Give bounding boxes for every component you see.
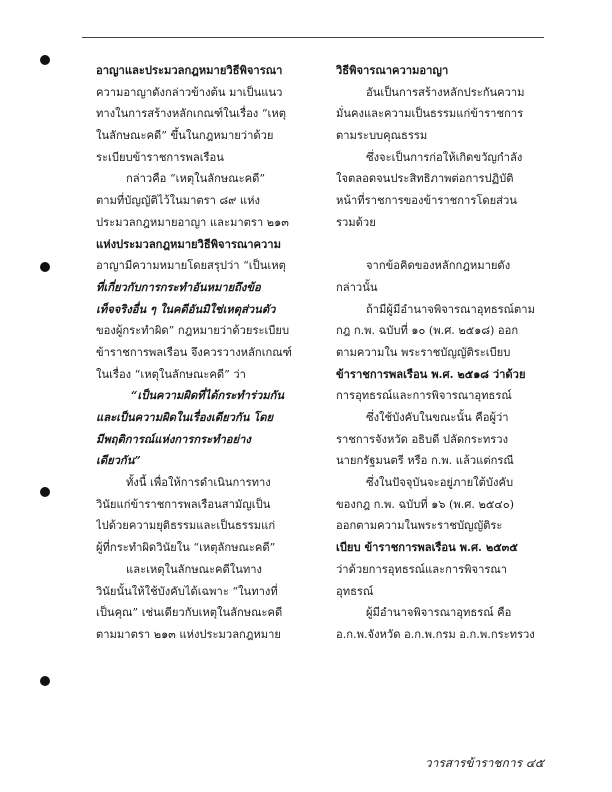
- left-column-line: วินัยนั้นให้ใช้บังคับได้เฉพาะ “ในทางที่: [96, 584, 278, 598]
- left-column-line: และเหตุในลักษณะคดีในทาง: [126, 562, 263, 576]
- right-column-line: การอุทธรณ์และการพิจารณาอุทธรณ์: [336, 389, 512, 403]
- left-column-line: ในลักษณะคดี” ขึ้นในกฎหมายว่าด้วย: [96, 129, 274, 143]
- right-column-line: ใจตลอดจนประสิทธิภาพต่อการปฏิบัติ: [336, 172, 514, 186]
- right-column-line: มั่นคงและความเป็นธรรมแก่ข้าราชการ: [336, 107, 524, 121]
- right-column-line: นายกรัฐมนตรี หรือ ก.พ. แล้วแต่กรณี: [336, 454, 514, 468]
- right-column-line: ราชการจังหวัด อธิบดี ปลัดกระทรวง: [336, 432, 509, 446]
- binder-hole-bottom: [40, 676, 50, 686]
- right-column-line: ผู้มีอำนาจพิจารณาอุทธรณ์ คือ: [366, 606, 512, 620]
- right-column-line: ตามระบบคุณธรรม: [336, 129, 428, 143]
- right-column-line: ซึ่งในปัจจุบันจะอยู่ภายใต้บังคับ: [366, 476, 514, 490]
- left-column-line: ตามที่บัญญัติไว้ในมาตรา ๘๙ แห่ง: [96, 194, 260, 208]
- right-column-line: จากข้อคิดของหลักกฎหมายดัง: [366, 259, 511, 273]
- header-rule: [82, 37, 544, 38]
- right-column-line: หน้าที่ราชการของข้าราชการโดยส่วน: [336, 194, 517, 208]
- left-column-line: อาญาและประมวลกฎหมายวิธีพิจารณา: [96, 63, 283, 77]
- right-column-line: ซึ่งใช้บังคับในขณะนั้น คือผู้ว่า: [366, 411, 509, 424]
- binder-hole-middle: [40, 262, 50, 272]
- page-footer: วารสารข้าราชการ ๔๕: [424, 756, 544, 770]
- left-column-line: ของผู้กระทำผิด” กฎหมายว่าด้วยระเบียบ: [96, 324, 290, 338]
- right-column-line: อุทธรณ์: [336, 584, 374, 598]
- left-column-line: ผู้ที่กระทำผิดวินัยใน “เหตุลักษณะคดี”: [96, 541, 276, 555]
- left-column-line: เป็นคุณ” เช่นเดียวกับเหตุในลักษณะคดี: [96, 606, 283, 620]
- left-column-line: อาญามีความหมายโดยสรุปว่า “เป็นเหตุ: [96, 259, 286, 273]
- left-column-line: ทางในการสร้างหลักเกณฑ์ในเรื่อง “เหตุ: [96, 107, 287, 121]
- right-column-line: อันเป็นการสร้างหลักประกันความ: [366, 85, 525, 99]
- left-column-line: ความอาญาดังกล่าวข้างต้น มาเป็นแนว: [96, 85, 283, 99]
- right-column-line: ข้าราชการพลเรือน พ.ศ. ๒๕๑๘ ว่าด้วย: [336, 366, 526, 381]
- left-column-line: ทั้งนี้ เพื่อให้การดำเนินการทาง: [126, 476, 271, 490]
- right-column-line: ว่าด้วยการอุทธรณ์และการพิจารณา: [336, 562, 508, 576]
- left-column-line: และเป็นความผิดในเรื่องเดียวกัน โดย: [96, 410, 274, 424]
- left-column-line: ตามมาตรา ๒๑๓ แห่งประมวลกฎหมาย: [96, 627, 281, 641]
- right-column-line: ของกฎ ก.พ. ฉบับที่ ๑๖ (พ.ศ. ๒๕๔๐): [336, 497, 515, 511]
- left-column-line: ที่เกี่ยวกับการกระทำอันหมายถึงข้อ: [96, 279, 261, 294]
- binder-hole-lower: [40, 487, 50, 497]
- left-column-line: เท็จจริงอื่น ๆ ในคดีอันมิใช่เหตุส่วนตัว: [96, 301, 276, 316]
- left-column-line: ระเบียบข้าราชการพลเรือน: [96, 150, 224, 164]
- right-column-line: อ.ก.พ.จังหวัด อ.ก.พ.กรม อ.ก.พ.กระทรวง: [336, 627, 535, 641]
- right-column-line: รวมด้วย: [336, 215, 376, 229]
- left-text-column: [96, 60, 296, 646]
- right-column-line: เบียบ ข้าราชการพลเรือน พ.ศ. ๒๕๓๕: [336, 540, 518, 555]
- left-column-line: ประมวลกฎหมายอาญา และมาตรา ๒๑๓: [96, 215, 289, 229]
- right-text-column: [336, 60, 546, 646]
- left-column-line: มีพฤติการณ์แห่งการกระทำอย่าง: [96, 431, 251, 446]
- left-column-line: แห่งประมวลกฎหมายวิธีพิจารณาความ: [96, 236, 281, 251]
- left-column-line: วินัยแก่ข้าราชการพลเรือนสามัญเป็น: [96, 497, 271, 511]
- left-column-line: ข้าราชการพลเรือน จึงควรวางหลักเกณฑ์: [96, 345, 292, 359]
- right-column-line: ซึ่งจะเป็นการก่อให้เกิดขวัญกำลัง: [366, 150, 523, 164]
- binder-hole-top: [40, 55, 50, 65]
- left-column-line: ในเรื่อง “เหตุในลักษณะคดี” ว่า: [96, 367, 246, 381]
- right-column-line: ตามความใน พระราชบัญญัติระเบียบ: [336, 345, 511, 359]
- left-column-line: กล่าวคือ “เหตุในลักษณะคดี”: [126, 172, 266, 186]
- right-column-line: [336, 234, 546, 256]
- right-column-line: ถ้ามีผู้มีอำนาจพิจารณาอุทธรณ์ตาม: [366, 302, 535, 316]
- right-column-line: วิธีพิจารณาความอาญา: [336, 63, 449, 77]
- left-column-line: “เป็นความผิดที่ได้กระทำร่วมกัน: [131, 388, 285, 403]
- left-column-line: เดียวกัน”: [96, 453, 141, 468]
- left-column-line: ไปด้วยความยุติธรรมและเป็นธรรมแก่: [96, 519, 276, 533]
- right-column-line: ออกตามความในพระราชบัญญัติระ: [336, 519, 503, 533]
- right-column-line: กล่าวนั้น: [336, 280, 378, 294]
- right-column-line: กฎ ก.พ. ฉบับที่ ๑๐ (พ.ศ. ๒๕๑๘) ออก: [336, 324, 519, 338]
